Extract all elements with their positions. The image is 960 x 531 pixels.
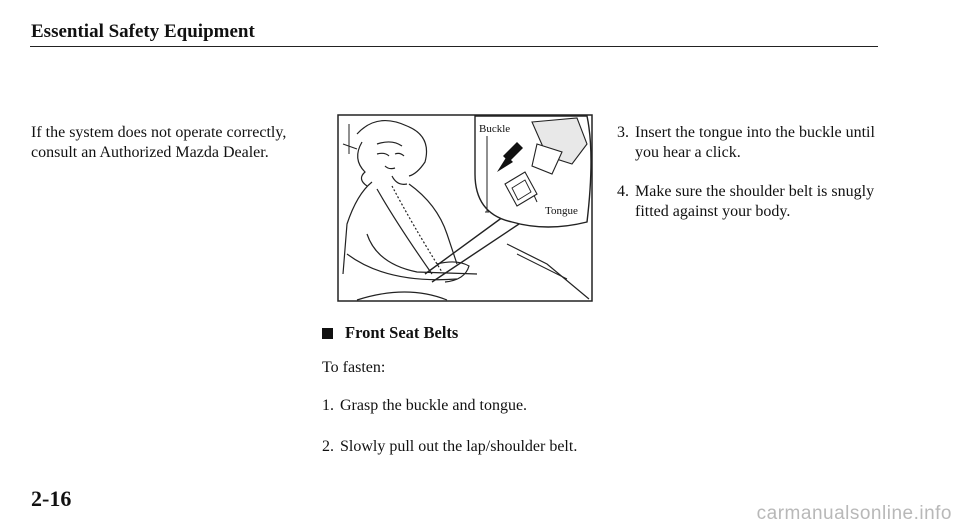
step-number: 2. [322, 438, 334, 455]
section-heading [322, 323, 458, 343]
section-heading-text: Front Seat Belts [345, 323, 459, 342]
seat-belt-illustration [337, 114, 593, 302]
step-text: Make sure the shoulder belt is snugly fitted against your body. [635, 183, 875, 220]
step-number: 3. [617, 124, 629, 141]
page-number: 2-16 [31, 486, 72, 511]
step-text: Grasp the buckle and tongue. [340, 397, 528, 414]
list-item [617, 182, 875, 221]
step-number: 1. [322, 397, 334, 414]
bullet-square-icon [322, 328, 333, 339]
header-rule [30, 46, 878, 47]
instructions-lead: To fasten: [322, 359, 386, 376]
list-item [322, 396, 580, 416]
section-title: Essential Safety Equipment [31, 21, 255, 42]
buckle-label: Buckle [479, 123, 511, 135]
list-item [617, 123, 875, 162]
list-item [322, 437, 580, 457]
step-text: Insert the tongue into the buckle until you hear a click. [635, 124, 875, 161]
tongue-label: Tongue [545, 205, 578, 217]
watermark: carmanualsonline.info [756, 503, 952, 524]
buckle-inset [475, 116, 591, 227]
step-text: Slowly pull out the lap/shoulder belt. [340, 438, 578, 455]
step-number: 4. [617, 183, 629, 200]
intro-paragraph: If the system does not operate correctly, consult an Authorized Mazda Dealer. [31, 124, 287, 161]
